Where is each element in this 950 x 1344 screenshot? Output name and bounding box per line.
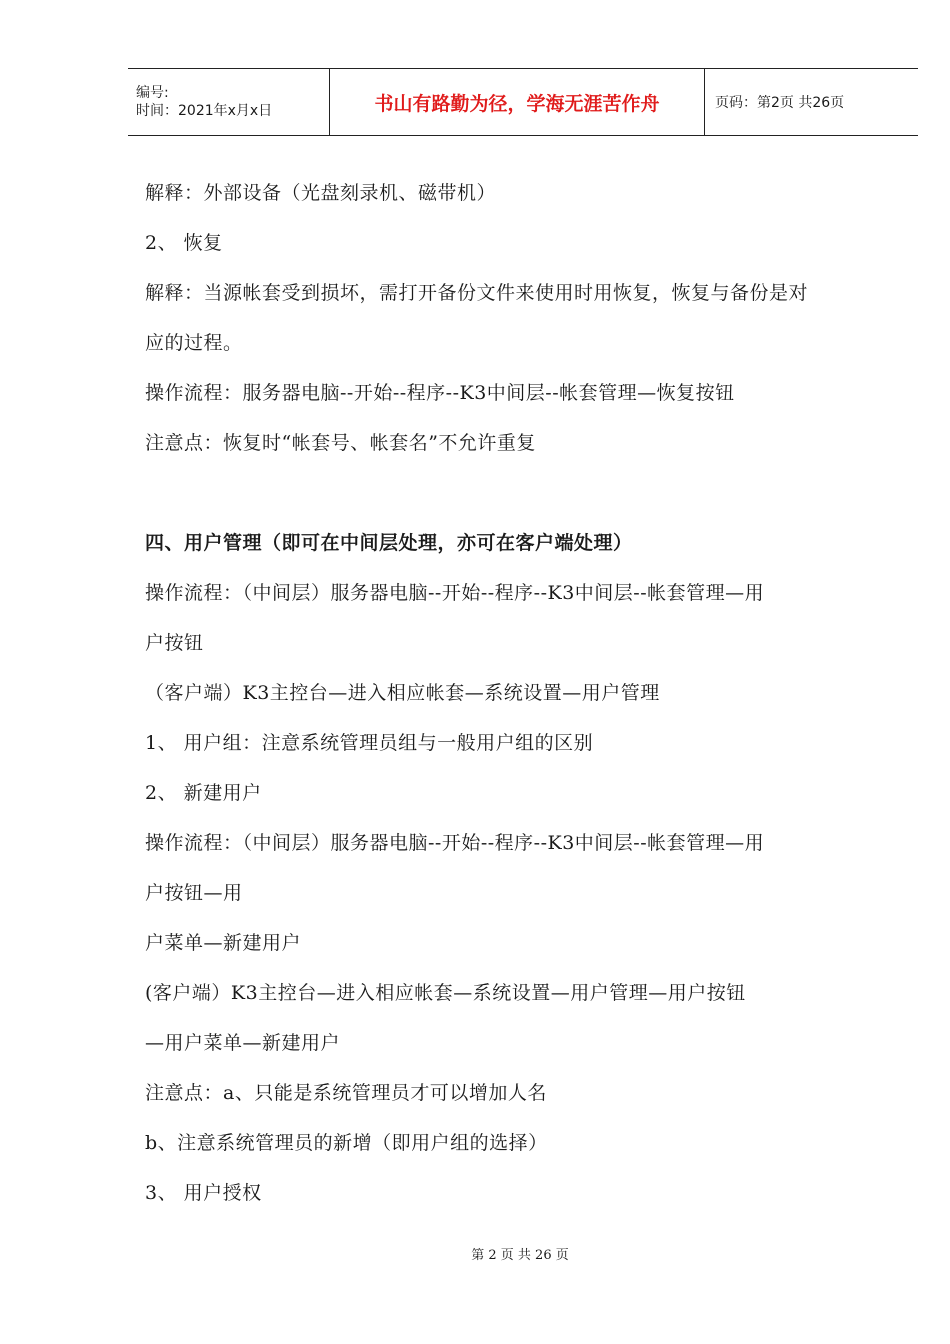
spacer — [145, 468, 915, 518]
paragraph-line: 户菜单—新建用户 — [145, 932, 302, 954]
page-footer: 第 2 页 共 26 页 — [471, 1248, 569, 1263]
list-item-user-authorization: 3、 用户授权 — [145, 1182, 262, 1204]
section-heading: 四、用户管理（即可在中间层处理，亦可在客户端处理） — [145, 532, 633, 554]
list-item-restore: 2、 恢复 — [145, 232, 223, 254]
paragraph-line: 应的过程。 — [145, 332, 243, 354]
paragraph-line: 操作流程：（中间层）服务器电脑--开始--程序--K3中间层--帐套管理—用 — [145, 582, 765, 604]
paragraph-line: (客户端）K3主控台—进入相应帐套—系统设置—用户管理—用户按钮 — [145, 982, 746, 1004]
header-page-code: 页码：第2页 共26页 — [715, 95, 845, 111]
paragraph-line: b、注意系统管理员的新增（即用户组的选择） — [145, 1132, 548, 1154]
paragraph-line: （客户端）K3主控台—进入相应帐套—系统设置—用户管理 — [145, 682, 660, 704]
paragraph-line: 解释：当源帐套受到损坏，需打开备份文件来使用时用恢复，恢复与备份是对 — [145, 282, 809, 304]
paragraph-line: 注意点：恢复时“帐套号、帐套名”不允许重复 — [145, 432, 536, 454]
paragraph-line: 解释：外部设备（光盘刻录机、磁带机） — [145, 182, 497, 204]
paragraph-line: —用户菜单—新建用户 — [145, 1032, 341, 1054]
page-header — [128, 68, 918, 136]
paragraph-line: 户按钮 — [145, 632, 204, 654]
header-left-cell — [128, 69, 330, 135]
paragraph-line: 操作流程：（中间层）服务器电脑--开始--程序--K3中间层--帐套管理—用 — [145, 832, 765, 854]
document-body — [145, 168, 915, 1218]
paragraph-line: 操作流程：服务器电脑--开始--程序--K3中间层--帐套管理—恢复按钮 — [145, 382, 735, 404]
list-item-user-group: 1、 用户组：注意系统管理员组与一般用户组的区别 — [145, 732, 594, 754]
paragraph-line: 户按钮—用 — [145, 882, 243, 904]
number-label: 编号: — [136, 85, 169, 101]
header-motto: 书山有路勤为径，学海无涯苦作舟 — [330, 69, 705, 135]
paragraph-line: 注意点：a、只能是系统管理员才可以增加人名 — [145, 1082, 547, 1104]
time-label: 时间：2021年x月x日 — [136, 103, 273, 119]
list-item-new-user: 2、 新建用户 — [145, 782, 262, 804]
